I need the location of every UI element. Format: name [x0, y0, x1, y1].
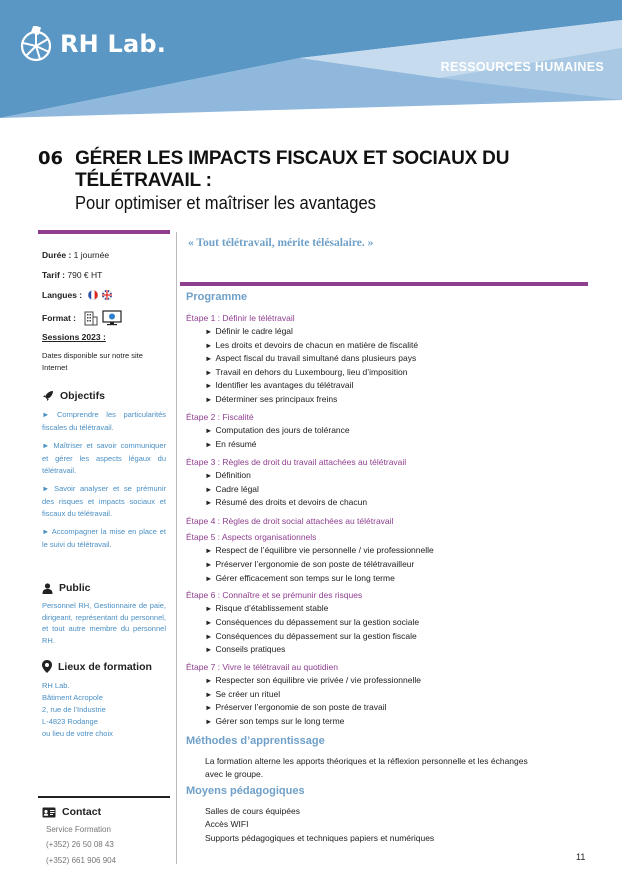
location-pin-icon: [42, 660, 52, 673]
contact-card-icon: [42, 807, 56, 818]
bullet-arrow-icon: ►: [205, 354, 213, 363]
page-header: [0, 0, 622, 118]
etape-item: ► Préserver l’ergonomie de son poste de télétravailleur: [205, 559, 415, 569]
bullet-arrow-icon: ►: [205, 604, 213, 613]
course-title: GÉRER LES IMPACTS FISCAUX ET SOCIAUX DU TÉLÉTRAVAIL :: [75, 148, 510, 191]
header-category: RESSOURCES HUMAINES: [440, 60, 604, 74]
etape-title: Étape 1 : Définir le télétravail: [186, 313, 295, 323]
objectifs-title: Objectifs: [60, 390, 105, 402]
lieu-line: Bâtiment Acropole: [42, 693, 103, 702]
etape-item: ► Respecter son équilibre vie privée / vie professionnelle: [205, 675, 421, 685]
bullet-arrow-icon: ►: [205, 341, 213, 350]
french-flag-icon: [88, 290, 98, 300]
etape-title: Étape 7 : Vivre le télétravail au quotidien: [186, 662, 338, 672]
lieu-line: 2, rue de l’Industrie: [42, 705, 106, 714]
methodes-title: Méthodes d’apprentissage: [186, 735, 325, 747]
bullet-arrow-icon: ►: [205, 574, 213, 583]
etape-title: Étape 5 : Aspects organisationnels: [186, 532, 317, 542]
brand-logo[interactable]: [18, 26, 166, 62]
methodes-line: La formation alterne les apports théoriques et la réflexion personnelle et les échanges: [205, 756, 528, 766]
column-separator: [176, 232, 177, 864]
moyens-title: Moyens pédagogiques: [186, 785, 305, 797]
etape-item: ► Les droits et devoirs de chacun en matière de fiscalité: [205, 340, 419, 350]
bullet-arrow-icon: ►: [205, 426, 213, 435]
bullet-arrow-icon: ►: [205, 618, 213, 627]
objectif-item: ► Savoir analyser et se prémunir des risques et impacts sociaux et fiscaux du télétravail.: [42, 484, 166, 518]
lieu-line: ou lieu de votre choix: [42, 729, 113, 738]
duree-label: Durée :: [42, 250, 72, 260]
etape-title: Étape 4 : Règles de droit social attachées au télétravail: [186, 516, 394, 526]
bullet-arrow-icon: ►: [205, 485, 213, 494]
quote-text: « Tout télétravail, mérite télésalaire. »: [188, 237, 374, 249]
etape-item: ► Définir le cadre légal: [205, 326, 293, 336]
course-subtitle: Pour optimiser et maîtriser les avantages: [75, 193, 376, 213]
bullet-arrow-icon: ►: [205, 327, 213, 336]
format-label: Format :: [42, 313, 76, 323]
moyens-line: Salles de cours équipées: [205, 806, 300, 816]
contact-phone-1[interactable]: (+352) 26 50 08 43: [46, 840, 114, 849]
lieu-address: [42, 680, 113, 740]
course-number: 06: [38, 148, 64, 169]
programme-title: Programme: [186, 291, 248, 303]
langues-row: [42, 290, 112, 300]
bullet-arrow-icon: ►: [205, 717, 213, 726]
etape-title: Étape 2 : Fiscalité: [186, 412, 254, 422]
etape-item: ► Conséquences du dépassement sur la gestion fiscale: [205, 631, 417, 641]
building-icon: [84, 310, 98, 326]
methodes-line: avec le groupe.: [205, 769, 264, 779]
bullet-arrow-icon: ►: [205, 368, 213, 377]
etape-title: Étape 3 : Règles de droit du travail attachées au télétravail: [186, 457, 407, 467]
etape-item: ► Risque d’établissement stable: [205, 603, 329, 613]
tarif-row: [42, 270, 102, 280]
moyens-line: Supports pédagogiques et techniques papiers et numériques: [205, 833, 435, 843]
etape-item: ► Aspect fiscal du travail simultané dans plusieurs pays: [205, 353, 417, 363]
contact-title: Contact: [62, 806, 102, 818]
tarif-value: 790 € HT: [67, 270, 103, 280]
tarif-label: Tarif :: [42, 270, 65, 280]
lieu-title: Lieux de formation: [58, 660, 152, 673]
objectif-item: ► Comprendre les particularités fiscales du télétravail.: [42, 410, 166, 432]
bullet-arrow-icon: ►: [205, 440, 213, 449]
bullet-arrow-icon: ►: [205, 703, 213, 712]
bullet-arrow-icon: ►: [205, 645, 213, 654]
etape-item: ► Identifier les avantages du télétravail: [205, 380, 354, 390]
duree-value: 1 journée: [73, 250, 110, 260]
brand-logo-icon: [18, 26, 54, 62]
right-divider-bar: [180, 282, 588, 286]
bullet-arrow-icon: ►: [205, 498, 213, 507]
contact-phone-2[interactable]: (+352) 661 906 904: [46, 856, 117, 865]
etape-item: ► Résumé des droits et devoirs de chacun: [205, 497, 368, 507]
etape-item: ► Computation des jours de tolérance: [205, 425, 350, 435]
page-title: [38, 148, 618, 214]
bullet-arrow-icon: ►: [205, 560, 213, 569]
person-icon: [42, 583, 53, 594]
contact-service: Service Formation: [46, 825, 111, 834]
bullet-arrow-icon: ►: [205, 395, 213, 404]
moyens-line: Accès WIFI: [205, 819, 249, 829]
bullet-arrow-icon: ►: [205, 381, 213, 390]
langues-label: Langues :: [42, 290, 83, 300]
etape-item: ► Déterminer ses principaux freins: [205, 394, 338, 404]
sessions-label: Sessions 2023 :: [42, 332, 106, 342]
bullet-arrow-icon: ►: [205, 690, 213, 699]
page-number: 11: [576, 852, 586, 862]
etape-item: ► Travail en dehors du Luxembourg, lieu d’imposition: [205, 367, 408, 377]
etape-item: ► Se créer un rituel: [205, 689, 281, 699]
online-screen-icon: [102, 310, 122, 326]
etape-item: ► Conseils pratiques: [205, 644, 286, 654]
bullet-arrow-icon: ►: [205, 632, 213, 641]
contact-divider: [38, 796, 170, 798]
uk-flag-icon: [102, 290, 112, 300]
etape-title: Étape 6 : Connaître et se prémunir des risques: [186, 590, 363, 600]
rocket-icon: [42, 390, 54, 402]
etape-item: ► Préserver l’ergonomie de son poste de travail: [205, 702, 387, 712]
bullet-arrow-icon: ►: [205, 676, 213, 685]
lieu-line: L-4823 Rodange: [42, 717, 98, 726]
etape-item: ► Gérer efficacement son temps sur le long terme: [205, 573, 395, 583]
objectif-item: ► Accompagner la mise en place et le suivi du télétravail.: [42, 527, 166, 549]
lieu-line: RH Lab.: [42, 681, 70, 690]
bullet-arrow-icon: ►: [205, 546, 213, 555]
sessions-note: Dates disponible sur notre site Internet: [42, 351, 143, 372]
objectifs-heading: [42, 390, 105, 402]
format-row: [42, 310, 122, 326]
brand-name: RH Lab.: [60, 30, 167, 58]
etape-item: ► Définition: [205, 470, 251, 480]
public-heading: [42, 582, 91, 594]
contact-heading: [42, 806, 101, 818]
left-divider-bar: [38, 230, 170, 234]
bullet-arrow-icon: ►: [205, 471, 213, 480]
etape-item: ► Gérer son temps sur le long terme: [205, 716, 345, 726]
objectif-item: ► Maîtriser et savoir communiquer et gérer les aspects légaux du télétravail.: [42, 441, 166, 475]
lieu-heading: [42, 660, 152, 673]
etape-item: ► En résumé: [205, 439, 257, 449]
etape-item: ► Respect de l’équilibre vie personnelle / vie professionnelle: [205, 545, 434, 555]
etape-item: ► Conséquences du dépassement sur la gestion sociale: [205, 617, 420, 627]
public-text: Personnel RH, Gestionnaire de paie, dirigeant, représentant du personnel, et tout autre membre du personnel RH.: [42, 601, 166, 645]
duree-row: [42, 250, 109, 260]
etape-item: ► Cadre légal: [205, 484, 259, 494]
public-title: Public: [59, 582, 91, 594]
